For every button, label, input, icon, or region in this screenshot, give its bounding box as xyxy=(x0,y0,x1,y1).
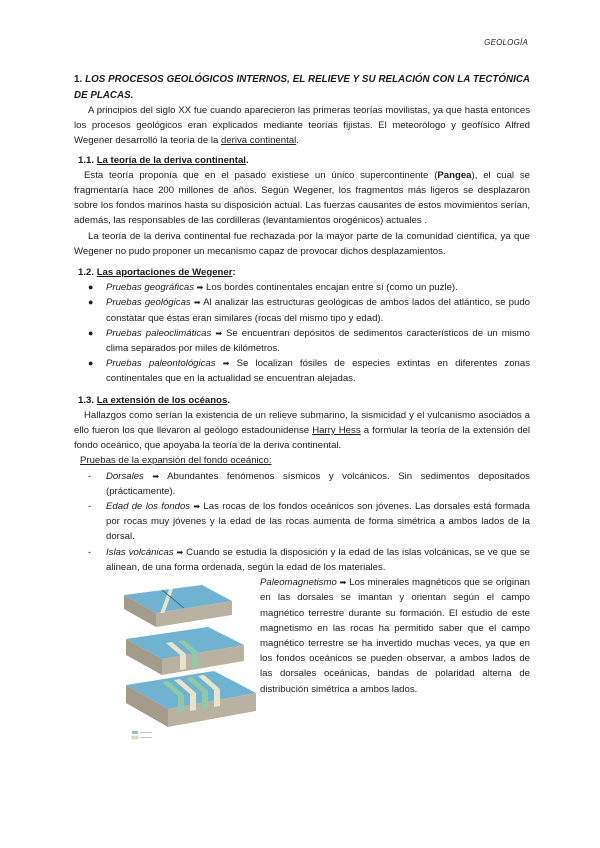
bullet-icon: ● xyxy=(88,282,94,293)
bullet-icon: ● xyxy=(88,297,94,308)
right-arrow-icon: ➡ xyxy=(215,328,223,338)
section-1-1-heading: 1.1. La teoría de la deriva continental. xyxy=(78,154,249,166)
section-1-intro: A principios del siglo XX fue cuando aparecieron las primeras teorías movilistas, ya que hasta entonces los procesos geológicos eran explicados mediante teorías fijistas. El meteorólogo y geofísico Alfred Wegener desarrolló la teoría de la deriva continental. xyxy=(74,105,530,147)
right-arrow-icon: ➡ xyxy=(339,578,347,588)
harry-hess-link[interactable]: Harry Hess xyxy=(312,425,361,437)
section-1-heading: 1. LOS PROCESOS GEOLÓGICOS INTERNOS, EL RELIEVE Y SU RELACIÓN CON LA TECTÓNICA DE PLACAS. xyxy=(74,74,530,101)
list-item: ● Pruebas geográficas ➡ Los bordes continentales encajan entre sí (como un puzle). xyxy=(106,280,530,295)
document-body xyxy=(74,72,530,735)
wegener-evidence-list xyxy=(74,280,530,386)
right-arrow-icon: ➡ xyxy=(222,359,230,369)
seafloor-block-2 xyxy=(126,627,244,675)
list-item: ● Pruebas geológicas ➡ Al analizar las estructuras geológicas de ambos lados del atlántico, se pudo constatar que éstas eran similares (rocas del mismo tipo y edad). xyxy=(88,297,531,324)
figure-legend xyxy=(132,731,152,739)
section-1-3-p1: Hallazgos como serían la existencia de un relieve submarino, la sismicidad y el vulcanismo asociados a ello fueron los que llevaron al geólogo estadounidense Harry Hess a formular la teoría de la extensión del fondo oceánico, que apoyaba la teoría de la deriva continental. xyxy=(74,409,530,452)
seafloor-block-1 xyxy=(124,585,232,627)
section-1-3-heading: 1.3. La extensión de los océanos. xyxy=(78,394,230,406)
paleomagnetism-block xyxy=(74,575,530,735)
seafloor-block-3 xyxy=(126,671,256,727)
right-arrow-icon: ➡ xyxy=(196,283,204,293)
list-item: - Edad de los fondos ➡ Las rocas de los fondos oceánicos son jóvenes. Las dorsales está formada por rocas muy jóvenes y la edad de las rocas aumenta de forma simétrica a ambos lados de la dorsal. xyxy=(88,501,530,543)
section-1-1-p2: La teoría de la deriva continental fue rechazada por la mayor parte de la comunidad científica, ya que Wegener no pudo proponer un mecanismo capaz de provocar dichos desplazamientos. xyxy=(74,230,530,257)
section-1-1-p1: Esta teoría proponía que en el pasado existiese un único supercontinente (Pangea), el cual se fragmentaría hace 200 millones de años. Según Wegener, los fragmentos más ligeros se desplazaron sobre los fondos marinos hasta su disposición actual. Las fuerzas causantes de estos movimientos serían, además, las responsables de las cordilleras (levantamientos orogénicos) actuales . xyxy=(74,169,530,227)
right-arrow-icon: ➡ xyxy=(152,471,160,481)
ocean-floor-evidence-subheading: Pruebas de la expansión del fondo oceánico: xyxy=(80,455,272,467)
deriva-continental-link[interactable]: deriva continental xyxy=(221,135,297,147)
right-arrow-icon: ➡ xyxy=(176,547,184,557)
page-header: GEOLOGÍA xyxy=(484,38,528,47)
list-item: - Islas volcánicas ➡ Cuando se estudia la disposición y la edad de las islas volcánicas, se ve que se alinean, de una forma ordenada, según la edad de los materiales. xyxy=(88,546,530,573)
right-arrow-icon: ➡ xyxy=(193,298,201,308)
list-item: - Dorsales ➡ Abundantes fenómenos sísmicos y volcánicos. Sin sedimentos depositados (prácticamente). xyxy=(88,470,530,497)
section-1-2-heading: 1.2. Las aportaciones de Wegener: xyxy=(78,267,236,279)
seafloor-spreading-figure xyxy=(122,581,260,741)
right-arrow-icon: ➡ xyxy=(193,502,201,512)
bullet-icon: ● xyxy=(88,327,94,338)
ocean-floor-evidence-list xyxy=(74,469,530,575)
bullet-icon: ● xyxy=(88,358,94,369)
paleomagnetism-paragraph: Paleomagnetismo ➡ Los minerales magnéticos que se originan en las dorsales se imantan y orientan según el campo magnético terrestre durante su formación. El estudio de este magnetismo en las rocas ha permitido saber que el campo magnético terrestre se ha invertido muchas veces, ya que en los fondos oceánicos se pueden observar, a ambos lados de las dorsales oceánicas, bandas de polaridad alterna de distribución simétrica a ambos lados. xyxy=(260,577,530,695)
list-item: ● Pruebas paleoclimáticas ➡ Se encuentran depósitos de sedimentos característicos de un mismo clima separados por miles de kilómetros. xyxy=(88,327,530,355)
list-item: ● Pruebas paleontológicas ➡ Se localizan fósiles de especies extintas en diferentes zonas continentales que en la actualidad se encuentran alejadas. xyxy=(88,358,531,385)
